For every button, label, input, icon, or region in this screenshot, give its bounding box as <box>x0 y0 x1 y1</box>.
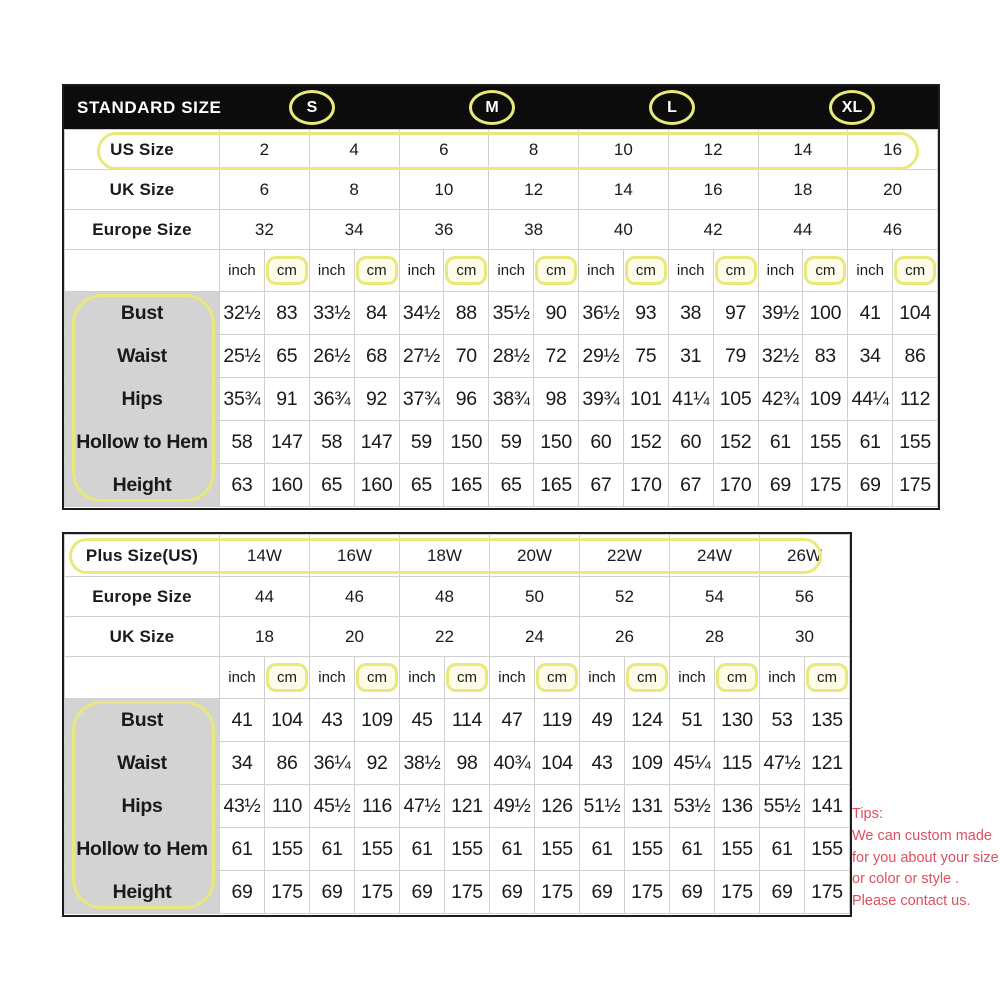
cell-height-2-cm: 165 <box>444 464 489 507</box>
unit-cm-cell-2 <box>445 657 490 699</box>
cell-waist-0-inch: 34 <box>220 742 265 785</box>
cell-europe-size-3: 38 <box>489 210 579 250</box>
row-us-size <box>65 130 938 170</box>
cell-hollow-to-hem-2-inch: 61 <box>400 828 445 871</box>
cell-waist-2-cm: 70 <box>444 335 489 378</box>
tips-line-2: for you about your size <box>852 849 999 866</box>
cell-waist-4-inch: 29½ <box>579 335 624 378</box>
cell-height-3-inch: 69 <box>490 871 535 914</box>
cell-hollow-to-hem-7-inch: 61 <box>848 421 893 464</box>
unit-inch-label-5: inch <box>668 250 713 292</box>
cell-height-4-inch: 69 <box>580 871 625 914</box>
label-us-size: US Size <box>65 130 220 170</box>
cell-hollow-to-hem-1-inch: 61 <box>310 828 355 871</box>
unit-cm-badge-5: cm <box>715 256 757 285</box>
label-waist: Waist <box>65 335 220 378</box>
cell-bust-1-inch: 43 <box>310 699 355 742</box>
label-height: Height <box>65 464 220 507</box>
cell-bust-6-cm: 100 <box>803 292 848 335</box>
cell-bust-2-inch: 45 <box>400 699 445 742</box>
unit-cm-badge-1: cm <box>356 256 398 285</box>
label-uk-size: UK Size <box>65 170 220 210</box>
unit-inch-label-5: inch <box>670 657 715 699</box>
unit-cm-cell-6 <box>803 250 848 292</box>
unit-cm-cell-2 <box>444 250 489 292</box>
cell-bust-2-inch: 34½ <box>399 292 444 335</box>
cell-bust-4-cm: 124 <box>625 699 670 742</box>
unit-inch-label-2: inch <box>399 250 444 292</box>
cell-hollow-to-hem-6-inch: 61 <box>760 828 805 871</box>
cell-height-2-cm: 175 <box>445 871 490 914</box>
cell-height-5-cm: 170 <box>713 464 758 507</box>
tips-note <box>852 804 1000 913</box>
cell-height-6-inch: 69 <box>760 871 805 914</box>
cell-hollow-to-hem-4-inch: 60 <box>579 421 624 464</box>
cell-hips-0-cm: 110 <box>265 785 310 828</box>
label-bust: Bust <box>65 699 220 742</box>
cell-hips-6-inch: 42¾ <box>758 378 803 421</box>
cell-hollow-to-hem-0-inch: 61 <box>220 828 265 871</box>
cell-height-2-inch: 69 <box>400 871 445 914</box>
size-badge-s: S <box>289 90 335 125</box>
row-waist <box>65 742 850 785</box>
unit-cm-cell-0 <box>265 657 310 699</box>
cell-hips-7-cm: 112 <box>893 378 938 421</box>
unit-cm-badge-1: cm <box>356 663 398 692</box>
label-waist: Waist <box>65 742 220 785</box>
cell-uk-size-2: 22 <box>400 617 490 657</box>
unit-inch-label-7: inch <box>848 250 893 292</box>
unit-cm-badge-0: cm <box>266 663 308 692</box>
cell-height-4-inch: 67 <box>579 464 624 507</box>
cell-waist-5-cm: 79 <box>713 335 758 378</box>
label-uk-size: UK Size <box>65 617 220 657</box>
unit-cm-badge-4: cm <box>625 256 667 285</box>
cell-hips-1-inch: 45½ <box>310 785 355 828</box>
cell-bust-1-inch: 33½ <box>309 292 354 335</box>
cell-height-6-cm: 175 <box>805 871 850 914</box>
cell-bust-4-inch: 49 <box>580 699 625 742</box>
unit-cm-badge-3: cm <box>535 256 577 285</box>
row-europe-size <box>65 577 850 617</box>
cell-hollow-to-hem-3-cm: 150 <box>534 421 579 464</box>
cell-bust-5-inch: 51 <box>670 699 715 742</box>
row-hips <box>65 378 938 421</box>
unit-cm-badge-7: cm <box>894 256 936 285</box>
cell-hips-1-cm: 116 <box>355 785 400 828</box>
unit-inch-label-4: inch <box>579 250 624 292</box>
cell-hips-3-inch: 49½ <box>490 785 535 828</box>
cell-europe-size-0: 32 <box>220 210 310 250</box>
unit-inch-label-0: inch <box>220 657 265 699</box>
cell-height-0-inch: 63 <box>220 464 265 507</box>
label-height: Height <box>65 871 220 914</box>
cell-waist-1-inch: 36¼ <box>310 742 355 785</box>
cell-us-size-5: 12 <box>668 130 758 170</box>
cell-europe-size-4: 40 <box>579 210 669 250</box>
unit-cm-cell-6 <box>805 657 850 699</box>
cell-hips-0-cm: 91 <box>264 378 309 421</box>
cell-height-5-inch: 67 <box>668 464 713 507</box>
unit-cm-badge-4: cm <box>626 663 668 692</box>
standard-size-grid <box>64 129 938 507</box>
cell-hips-5-cm: 105 <box>713 378 758 421</box>
unit-inch-label-1: inch <box>309 250 354 292</box>
cell-height-4-cm: 175 <box>625 871 670 914</box>
cell-hips-6-cm: 109 <box>803 378 848 421</box>
standard-size-header <box>64 86 938 129</box>
cell-hips-1-cm: 92 <box>354 378 399 421</box>
cell-height-3-inch: 65 <box>489 464 534 507</box>
cell-europe-size-5: 54 <box>670 577 760 617</box>
cell-height-6-inch: 69 <box>758 464 803 507</box>
label-europe-size: Europe Size <box>65 210 220 250</box>
cell-hollow-to-hem-1-inch: 58 <box>309 421 354 464</box>
cell-hollow-to-hem-1-cm: 147 <box>354 421 399 464</box>
cell-hips-7-inch: 44¼ <box>848 378 893 421</box>
cell-hollow-to-hem-3-inch: 61 <box>490 828 535 871</box>
cell-hollow-to-hem-5-cm: 155 <box>715 828 760 871</box>
unit-cm-cell-5 <box>715 657 760 699</box>
tips-line-3: or color or style . <box>852 871 960 888</box>
label-units-empty <box>65 250 220 292</box>
cell-hips-5-cm: 136 <box>715 785 760 828</box>
row-height <box>65 871 850 914</box>
cell-europe-size-3: 50 <box>490 577 580 617</box>
cell-bust-3-cm: 119 <box>535 699 580 742</box>
cell-bust-6-cm: 135 <box>805 699 850 742</box>
cell-europe-size-2: 36 <box>399 210 489 250</box>
cell-bust-7-inch: 41 <box>848 292 893 335</box>
cell-hips-4-inch: 51½ <box>580 785 625 828</box>
cell-waist-7-inch: 34 <box>848 335 893 378</box>
plus-size-grid <box>64 534 850 914</box>
cell-hips-4-cm: 131 <box>625 785 670 828</box>
cell-waist-6-cm: 83 <box>803 335 848 378</box>
row-hollow-to-hem <box>65 828 850 871</box>
cell-bust-4-cm: 93 <box>623 292 668 335</box>
cell-plus-size-us-6: 26W <box>760 535 850 577</box>
cell-hips-2-cm: 121 <box>445 785 490 828</box>
cell-waist-1-cm: 92 <box>355 742 400 785</box>
cell-europe-size-6: 56 <box>760 577 850 617</box>
cell-uk-size-1: 8 <box>309 170 399 210</box>
cell-plus-size-us-1: 16W <box>310 535 400 577</box>
unit-cm-cell-3 <box>535 657 580 699</box>
cell-plus-size-us-0: 14W <box>220 535 310 577</box>
cell-hollow-to-hem-6-cm: 155 <box>803 421 848 464</box>
cell-height-1-cm: 160 <box>354 464 399 507</box>
cell-height-5-cm: 175 <box>715 871 760 914</box>
cell-hips-1-inch: 36¾ <box>309 378 354 421</box>
row-hips <box>65 785 850 828</box>
cell-waist-4-cm: 75 <box>623 335 668 378</box>
cell-hips-4-cm: 101 <box>623 378 668 421</box>
cell-waist-7-cm: 86 <box>893 335 938 378</box>
row-bust <box>65 292 938 335</box>
label-hollow-to-hem: Hollow to Hem <box>65 421 220 464</box>
cell-bust-1-cm: 84 <box>354 292 399 335</box>
cell-waist-0-inch: 25½ <box>220 335 265 378</box>
cell-hollow-to-hem-6-inch: 61 <box>758 421 803 464</box>
cell-plus-size-us-5: 24W <box>670 535 760 577</box>
cell-hips-3-cm: 126 <box>535 785 580 828</box>
row-waist <box>65 335 938 378</box>
cell-us-size-2: 6 <box>399 130 489 170</box>
cell-bust-3-inch: 35½ <box>489 292 534 335</box>
cell-height-3-cm: 165 <box>534 464 579 507</box>
label-units-empty <box>65 657 220 699</box>
cell-waist-3-cm: 104 <box>535 742 580 785</box>
cell-hollow-to-hem-1-cm: 155 <box>355 828 400 871</box>
cell-hips-2-inch: 47½ <box>400 785 445 828</box>
row-europe-size <box>65 210 938 250</box>
cell-waist-2-inch: 38½ <box>400 742 445 785</box>
unit-cm-badge-6: cm <box>804 256 846 285</box>
cell-uk-size-0: 6 <box>220 170 310 210</box>
cell-waist-3-inch: 28½ <box>489 335 534 378</box>
unit-cm-cell-5 <box>713 250 758 292</box>
cell-hollow-to-hem-5-inch: 60 <box>668 421 713 464</box>
cell-waist-3-cm: 72 <box>534 335 579 378</box>
cell-height-1-inch: 69 <box>310 871 355 914</box>
row-units <box>65 250 938 292</box>
cell-waist-4-cm: 109 <box>625 742 670 785</box>
cell-height-0-cm: 175 <box>265 871 310 914</box>
cell-uk-size-1: 20 <box>310 617 400 657</box>
cell-height-1-inch: 65 <box>309 464 354 507</box>
cell-plus-size-us-4: 22W <box>580 535 670 577</box>
unit-inch-label-2: inch <box>400 657 445 699</box>
cell-bust-0-inch: 32½ <box>220 292 265 335</box>
row-units <box>65 657 850 699</box>
cell-bust-5-cm: 97 <box>713 292 758 335</box>
cell-waist-6-inch: 32½ <box>758 335 803 378</box>
cell-hollow-to-hem-6-cm: 155 <box>805 828 850 871</box>
cell-us-size-4: 10 <box>579 130 669 170</box>
cell-bust-3-inch: 47 <box>490 699 535 742</box>
cell-waist-1-inch: 26½ <box>309 335 354 378</box>
unit-inch-label-0: inch <box>220 250 265 292</box>
cell-uk-size-4: 26 <box>580 617 670 657</box>
cell-uk-size-0: 18 <box>220 617 310 657</box>
cell-plus-size-us-3: 20W <box>490 535 580 577</box>
cell-waist-5-inch: 45¼ <box>670 742 715 785</box>
cell-height-2-inch: 65 <box>399 464 444 507</box>
cell-hips-4-inch: 39¾ <box>579 378 624 421</box>
cell-waist-3-inch: 40¾ <box>490 742 535 785</box>
cell-hollow-to-hem-7-cm: 155 <box>893 421 938 464</box>
cell-us-size-3: 8 <box>489 130 579 170</box>
cell-waist-0-cm: 86 <box>265 742 310 785</box>
cell-us-size-1: 4 <box>309 130 399 170</box>
cell-hollow-to-hem-3-cm: 155 <box>535 828 580 871</box>
cell-waist-0-cm: 65 <box>264 335 309 378</box>
cell-bust-6-inch: 53 <box>760 699 805 742</box>
row-uk-size <box>65 617 850 657</box>
cell-hips-2-inch: 37¾ <box>399 378 444 421</box>
cell-bust-2-cm: 88 <box>444 292 489 335</box>
row-plus-size-us <box>65 535 850 577</box>
cell-hollow-to-hem-3-inch: 59 <box>489 421 534 464</box>
cell-height-3-cm: 175 <box>535 871 580 914</box>
cell-height-4-cm: 170 <box>623 464 668 507</box>
cell-hollow-to-hem-2-inch: 59 <box>399 421 444 464</box>
unit-cm-cell-7 <box>893 250 938 292</box>
unit-inch-label-1: inch <box>310 657 355 699</box>
unit-cm-badge-5: cm <box>716 663 758 692</box>
cell-uk-size-3: 12 <box>489 170 579 210</box>
cell-waist-6-inch: 47½ <box>760 742 805 785</box>
cell-europe-size-2: 48 <box>400 577 490 617</box>
cell-uk-size-5: 16 <box>668 170 758 210</box>
row-uk-size <box>65 170 938 210</box>
size-badge-l: L <box>649 90 695 125</box>
cell-hollow-to-hem-2-cm: 155 <box>445 828 490 871</box>
plus-size-table <box>62 532 852 917</box>
cell-europe-size-7: 46 <box>848 210 938 250</box>
label-hollow-to-hem: Hollow to Hem <box>65 828 220 871</box>
cell-waist-5-cm: 115 <box>715 742 760 785</box>
cell-uk-size-3: 24 <box>490 617 580 657</box>
unit-cm-cell-1 <box>354 250 399 292</box>
cell-uk-size-7: 20 <box>848 170 938 210</box>
unit-cm-badge-0: cm <box>266 256 308 285</box>
unit-cm-badge-2: cm <box>446 663 488 692</box>
unit-cm-badge-6: cm <box>806 663 848 692</box>
cell-hollow-to-hem-4-cm: 152 <box>623 421 668 464</box>
cell-waist-2-cm: 98 <box>445 742 490 785</box>
size-badge-xl: XL <box>829 90 875 125</box>
cell-hollow-to-hem-4-inch: 61 <box>580 828 625 871</box>
cell-hollow-to-hem-5-inch: 61 <box>670 828 715 871</box>
cell-height-7-inch: 69 <box>848 464 893 507</box>
cell-height-0-cm: 160 <box>264 464 309 507</box>
tips-line-4: Please contact us. <box>852 893 971 909</box>
cell-height-7-cm: 175 <box>893 464 938 507</box>
unit-cm-cell-3 <box>534 250 579 292</box>
cell-bust-6-inch: 39½ <box>758 292 803 335</box>
cell-us-size-6: 14 <box>758 130 848 170</box>
unit-inch-label-6: inch <box>760 657 805 699</box>
cell-waist-1-cm: 68 <box>354 335 399 378</box>
cell-height-5-inch: 69 <box>670 871 715 914</box>
cell-waist-4-inch: 43 <box>580 742 625 785</box>
cell-hips-0-inch: 35¾ <box>220 378 265 421</box>
cell-waist-6-cm: 121 <box>805 742 850 785</box>
cell-uk-size-2: 10 <box>399 170 489 210</box>
cell-hips-6-cm: 141 <box>805 785 850 828</box>
cell-uk-size-5: 28 <box>670 617 760 657</box>
cell-hollow-to-hem-0-cm: 155 <box>265 828 310 871</box>
unit-inch-label-4: inch <box>580 657 625 699</box>
cell-bust-2-cm: 114 <box>445 699 490 742</box>
unit-inch-label-6: inch <box>758 250 803 292</box>
label-europe-size: Europe Size <box>65 577 220 617</box>
cell-hips-2-cm: 96 <box>444 378 489 421</box>
unit-cm-cell-0 <box>264 250 309 292</box>
cell-height-1-cm: 175 <box>355 871 400 914</box>
unit-cm-cell-4 <box>625 657 670 699</box>
cell-bust-0-cm: 104 <box>265 699 310 742</box>
unit-inch-label-3: inch <box>490 657 535 699</box>
cell-hips-5-inch: 41¼ <box>668 378 713 421</box>
cell-bust-4-inch: 36½ <box>579 292 624 335</box>
standard-size-title: STANDARD SIZE <box>77 97 222 117</box>
tips-line-1: We can custom made <box>852 827 992 844</box>
row-bust <box>65 699 850 742</box>
unit-cm-badge-3: cm <box>536 663 578 692</box>
cell-bust-0-cm: 83 <box>264 292 309 335</box>
cell-uk-size-6: 30 <box>760 617 850 657</box>
cell-hips-5-inch: 53½ <box>670 785 715 828</box>
tips-title: Tips: <box>852 806 883 822</box>
cell-hips-0-inch: 43½ <box>220 785 265 828</box>
cell-hips-3-cm: 98 <box>534 378 579 421</box>
cell-uk-size-4: 14 <box>579 170 669 210</box>
cell-waist-5-inch: 31 <box>668 335 713 378</box>
unit-cm-badge-2: cm <box>445 256 487 285</box>
cell-hollow-to-hem-5-cm: 152 <box>713 421 758 464</box>
cell-hollow-to-hem-0-inch: 58 <box>220 421 265 464</box>
cell-height-0-inch: 69 <box>220 871 265 914</box>
cell-bust-0-inch: 41 <box>220 699 265 742</box>
row-hollow-to-hem <box>65 421 938 464</box>
unit-cm-cell-1 <box>355 657 400 699</box>
label-bust: Bust <box>65 292 220 335</box>
cell-waist-2-inch: 27½ <box>399 335 444 378</box>
cell-height-6-cm: 175 <box>803 464 848 507</box>
cell-europe-size-5: 42 <box>668 210 758 250</box>
cell-hollow-to-hem-4-cm: 155 <box>625 828 670 871</box>
cell-europe-size-1: 46 <box>310 577 400 617</box>
cell-hollow-to-hem-2-cm: 150 <box>444 421 489 464</box>
size-badge-m: M <box>469 90 515 125</box>
cell-us-size-7: 16 <box>848 130 938 170</box>
unit-inch-label-3: inch <box>489 250 534 292</box>
cell-hollow-to-hem-0-cm: 147 <box>264 421 309 464</box>
cell-europe-size-6: 44 <box>758 210 848 250</box>
label-plus-size-us: Plus Size(US) <box>65 535 220 577</box>
label-hips: Hips <box>65 378 220 421</box>
cell-bust-5-cm: 130 <box>715 699 760 742</box>
cell-bust-7-cm: 104 <box>893 292 938 335</box>
cell-hips-6-inch: 55½ <box>760 785 805 828</box>
cell-europe-size-4: 52 <box>580 577 670 617</box>
cell-europe-size-0: 44 <box>220 577 310 617</box>
cell-hips-3-inch: 38¾ <box>489 378 534 421</box>
cell-bust-3-cm: 90 <box>534 292 579 335</box>
cell-bust-1-cm: 109 <box>355 699 400 742</box>
row-height <box>65 464 938 507</box>
standard-size-table <box>62 84 940 510</box>
label-hips: Hips <box>65 785 220 828</box>
cell-europe-size-1: 34 <box>309 210 399 250</box>
cell-bust-5-inch: 38 <box>668 292 713 335</box>
cell-plus-size-us-2: 18W <box>400 535 490 577</box>
unit-cm-cell-4 <box>623 250 668 292</box>
cell-us-size-0: 2 <box>220 130 310 170</box>
cell-uk-size-6: 18 <box>758 170 848 210</box>
